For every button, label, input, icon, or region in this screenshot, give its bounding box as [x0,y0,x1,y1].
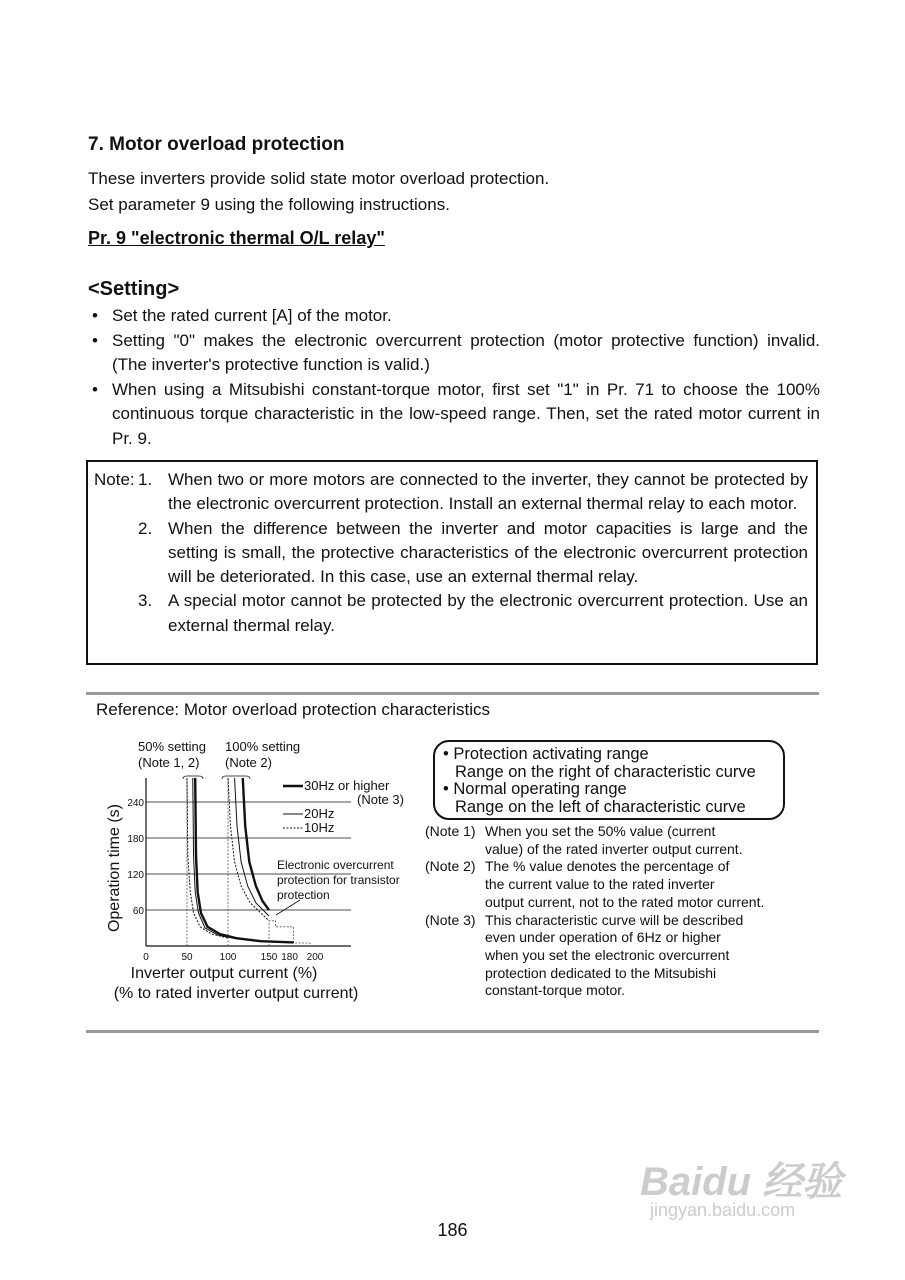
legend-20hz: 20Hz [304,806,335,821]
chart-note-text: The % value denotes the percentage of the current value to the rated inverter output current, not to the rated motor current. [485,858,765,910]
y-axis-label: Operation time (s) [106,803,123,933]
reference-title: Reference: Motor overload protection characteristics [96,700,491,719]
brace-100 [222,776,250,779]
y-tick-label: 180 [127,834,144,845]
x-tick-label: 0 [143,952,149,963]
legend-30hz: 30Hz or higher [304,778,390,793]
setting-heading: <Setting> [88,278,180,300]
range-legend-box [433,740,785,820]
chart-note [425,858,764,911]
y-tick-label: 120 [127,870,144,881]
chart-note [425,823,764,858]
y-tick-label: 60 [132,906,144,917]
chart-note-text: When you set the 50% value (current value) of the rated inverter output current. [485,823,743,857]
annotation-text: protection [277,888,330,902]
chart-notes [425,823,764,1000]
range-text: Range on the left of characteristic curve [455,797,746,816]
x-axis-label-2: (% to rated inverter output current) [113,985,359,1002]
setting-label-50-note: (Note 1, 2) [138,755,200,770]
bullet: • Set the rated current [A] of the motor. [88,304,820,329]
chart-note-key: (Note 2) [425,858,476,875]
watermark-url: jingyan.baidu.com [650,1200,796,1220]
annotation-arrow [276,900,300,915]
note-item: 2. When the difference between the inverter and motor capacities is large and the setting is small, the protective characteristics of the electronic overcurrent protection will be deteriorated. In this case, use an external thermal relay. [138,518,808,587]
legend-10hz: 10Hz [304,820,335,835]
page-number: 186 [437,1220,468,1240]
annotation-text: protection for transistor [277,873,400,887]
intro-line-2: Set parameter 9 using the following instructions. [88,195,450,214]
divider [86,1030,819,1033]
note-label: Note: [94,470,135,489]
curve-30hz-100- [243,778,269,910]
note-item: 1. When two or more motors are connected to the inverter, they cannot be protected by the electronic overcurrent protection. Install an external thermal relay to each motor. [138,470,808,514]
bullet: • When using a Mitsubishi constant-torque motor, first set "1" in Pr. 71 to choose the 100% continuous torque characteristic in the low-speed range. Then, set the rated motor current in Pr. 9. [88,378,820,452]
y-tick-label: 240 [127,798,144,809]
chart-note-text: This characteristic curve will be described even under operation of 6Hz or higher when you set the electronic overcurrent protection dedicated to the Mitsubishi constant-torque motor. [485,911,744,999]
annotation-text: Electronic overcurrent [277,858,394,872]
chart-note-key: (Note 3) [425,911,476,928]
x-tick-label: 200 [306,952,324,963]
parameter-title: Pr. 9 "electronic thermal O/L relay" [88,228,385,248]
intro-line-1: These inverters provide solid state motor overload protection. [88,169,550,188]
x-tick-label: 50 [181,952,193,963]
range-text: Range on the right of characteristic curve [455,762,756,781]
range-text: • Normal operating range [443,780,627,798]
chart-note-key: (Note 1) [425,823,476,839]
curve-20hz-100- [235,778,269,916]
section-title: 7. Motor overload protection [88,134,345,155]
setting-label-100: 100% setting [225,739,301,754]
range-text: • Protection activating range [443,745,649,763]
x-axis-label: Inverter output current (%) [130,965,318,982]
x-tick-label: 150 [260,952,278,963]
note-item: 3. A special motor cannot be protected by the electronic overcurrent protection. Use an external thermal relay. [138,591,808,635]
chart-note [425,912,764,1001]
setting-label-50: 50% setting [138,739,206,754]
watermark-logo: Baidu 经验 [640,1160,843,1204]
x-tick-label: 100 [219,952,237,963]
setting-label-100-note: (Note 2) [225,755,272,770]
legend-30hz-note: (Note 3) [357,792,404,807]
x-tick-label: 180 [281,952,298,963]
bullet: • Setting "0" makes the electronic overcurrent protection (motor protective function) invalid. (The inverter's protective function is valid.) [88,329,820,378]
